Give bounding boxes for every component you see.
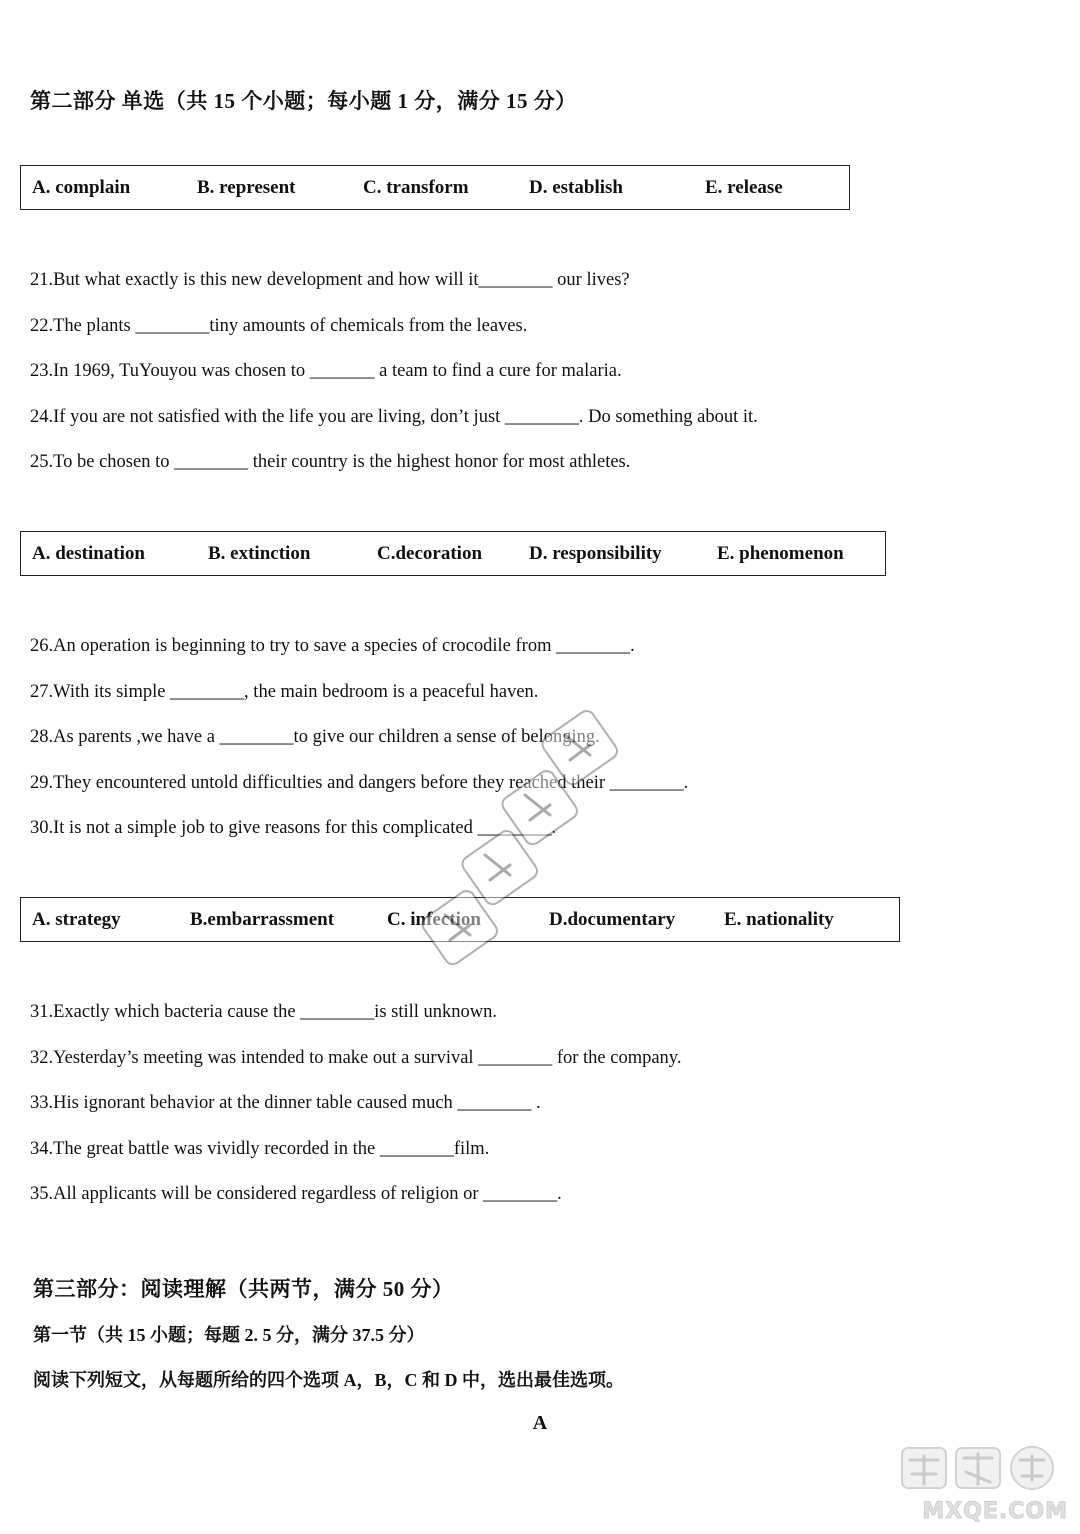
word-bank-box-2 [20,531,886,576]
corner-watermark-url: MXQE.COM [922,1499,1068,1524]
part2-title: 第二部分 单选（共 15 个小题；每小题 1 分，满分 15 分） [30,89,577,113]
passage-label: A [532,1412,548,1434]
question-30: 30.It is not a simple job to give reasons for this complicated ________. [30,818,557,838]
question-26: 26.An operation is beginning to try to save a species of crocodile from ________. [30,636,635,656]
question-28: 28.As parents ,we have a ________to give our children a sense of belonging. [30,727,600,747]
question-21: 21.But what exactly is this new development and how will it________ our lives? [30,270,630,290]
question-27: 27.With its simple ________, the main bedroom is a peaceful haven. [30,682,539,702]
word-option: A. complain [32,177,131,198]
answer-logo-icon [894,1442,1064,1492]
question-33: 33.His ignorant behavior at the dinner table caused much ________ . [30,1093,541,1113]
part3-section1-title: 第一节（共 15 小题；每题 2. 5 分，满分 37.5 分） [33,1325,425,1345]
word-bank-box-3 [20,897,900,942]
word-option: E. release [705,177,783,198]
word-option: B. represent [197,177,296,198]
question-25: 25.To be chosen to ________ their country is the highest honor for most athletes. [30,452,631,472]
word-option: E. nationality [724,909,834,930]
word-option: C.decoration [377,543,483,564]
question-29: 29.They encountered untold difficulties and dangers before they reached their ________. [30,773,689,793]
corner-watermark [894,1438,1074,1528]
word-option: A. strategy [32,909,121,930]
question-24: 24.If you are not satisfied with the life you are living, don’t just ________. Do something about it. [30,407,758,427]
word-option: D. establish [529,177,623,198]
word-option: D. responsibility [529,543,662,564]
question-32: 32.Yesterday’s meeting was intended to make out a survival ________ for the company. [30,1048,682,1068]
question-34: 34.The great battle was vividly recorded in the ________film. [30,1139,490,1159]
part3-title: 第三部分：阅读理解（共两节，满分 50 分） [33,1277,454,1301]
word-option: B.embarrassment [190,909,335,930]
word-option: C. infection [387,909,481,930]
question-23: 23.In 1969, TuYouyou was chosen to _______ a team to find a cure for malaria. [30,361,622,381]
word-option: E. phenomenon [717,543,844,564]
question-22: 22.The plants ________tiny amounts of chemicals from the leaves. [30,316,528,336]
word-option: B. extinction [208,543,311,564]
word-option: A. destination [32,543,145,564]
part3-instruction: 阅读下列短文，从每题所给的四个选项 A，B，C 和 D 中，选出最佳选项。 [33,1370,624,1390]
question-35: 35.All applicants will be considered regardless of religion or ________. [30,1184,562,1204]
word-option: D.documentary [549,909,676,930]
question-31: 31.Exactly which bacteria cause the ________is still unknown. [30,1002,498,1022]
word-bank-box-1 [20,165,850,210]
word-option: C. transform [363,177,469,198]
